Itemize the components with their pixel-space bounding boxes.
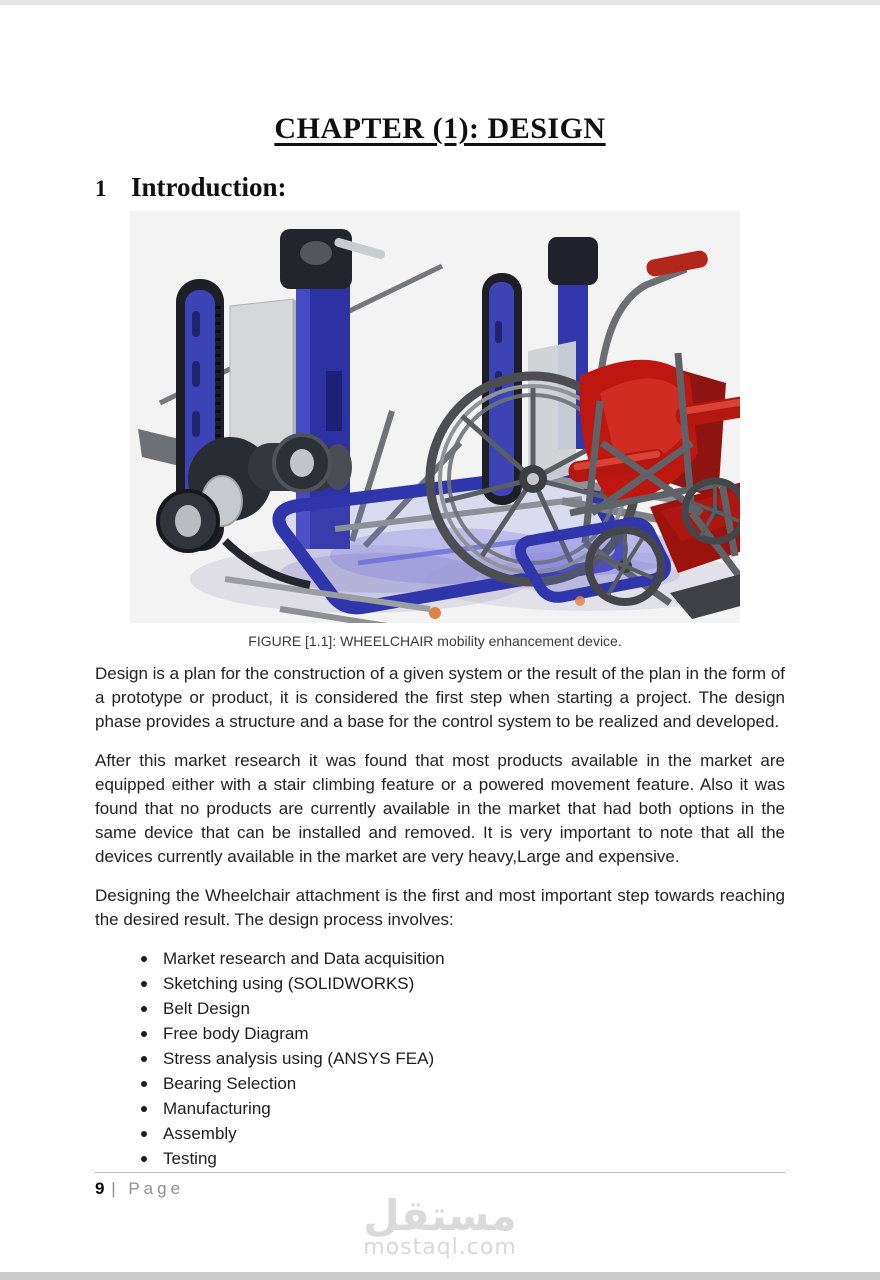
page-content <box>95 0 785 1171</box>
page-label: | Page <box>111 1179 185 1198</box>
footer-divider <box>95 1172 785 1173</box>
section-heading <box>95 172 785 203</box>
section-title: Introduction: <box>131 172 287 202</box>
list-item: Market research and Data acquisition <box>163 946 785 971</box>
front-roller <box>429 607 441 619</box>
list-item: Stress analysis using (ANSYS FEA) <box>163 1046 785 1071</box>
chapter-title: CHAPTER (1): DESIGN <box>274 112 606 145</box>
list-item: Free body Diagram <box>163 1021 785 1046</box>
figure-image <box>130 211 740 623</box>
paragraph-market-research: After this market research it was found that most products available in the market are equipped either with a stair climbing feature or a powered movement feature. Also it was found that no products are currently available in the market that had both options in the same device that can be installed and removed. It is very important to note that all the devices currently available in the market are very heavy,Large and expensive. <box>95 751 785 866</box>
scan-edge-bottom <box>0 1272 880 1280</box>
watermark <box>0 1191 880 1260</box>
caster-glow <box>575 596 585 606</box>
paragraph-design-definition: Design is a plan for the construction of a given system or the result of the plan in the form of a prototype or product, it is considered the first step when starting a project. The design phase provides a structure and a base for the control system to be realized and developed. <box>95 664 785 731</box>
list-item: Assembly <box>163 1121 785 1146</box>
page-footer <box>95 1172 785 1199</box>
list-item: Bearing Selection <box>163 1071 785 1096</box>
paragraph-design-process: Designing the Wheelchair attachment is the first and most important step towards reaching the desired result. The design process involves: <box>95 886 785 929</box>
page-number: 9 <box>95 1179 107 1198</box>
page-number-line <box>95 1179 785 1199</box>
list-item: Belt Design <box>163 996 785 1021</box>
mostaql-logo: مستقل <box>363 1191 517 1240</box>
figure-caption: FIGURE [1.1]: WHEELCHAIR mobility enhancement device. <box>248 633 622 649</box>
list-item: Manufacturing <box>163 1096 785 1121</box>
section-number: 1 <box>95 176 107 201</box>
list-item: Sketching using (SOLIDWORKS) <box>163 971 785 996</box>
figure <box>130 211 740 649</box>
design-process-list <box>95 946 785 1171</box>
list-item: Testing <box>163 1146 785 1171</box>
mostaql-domain: mostaql.com <box>363 1235 517 1260</box>
